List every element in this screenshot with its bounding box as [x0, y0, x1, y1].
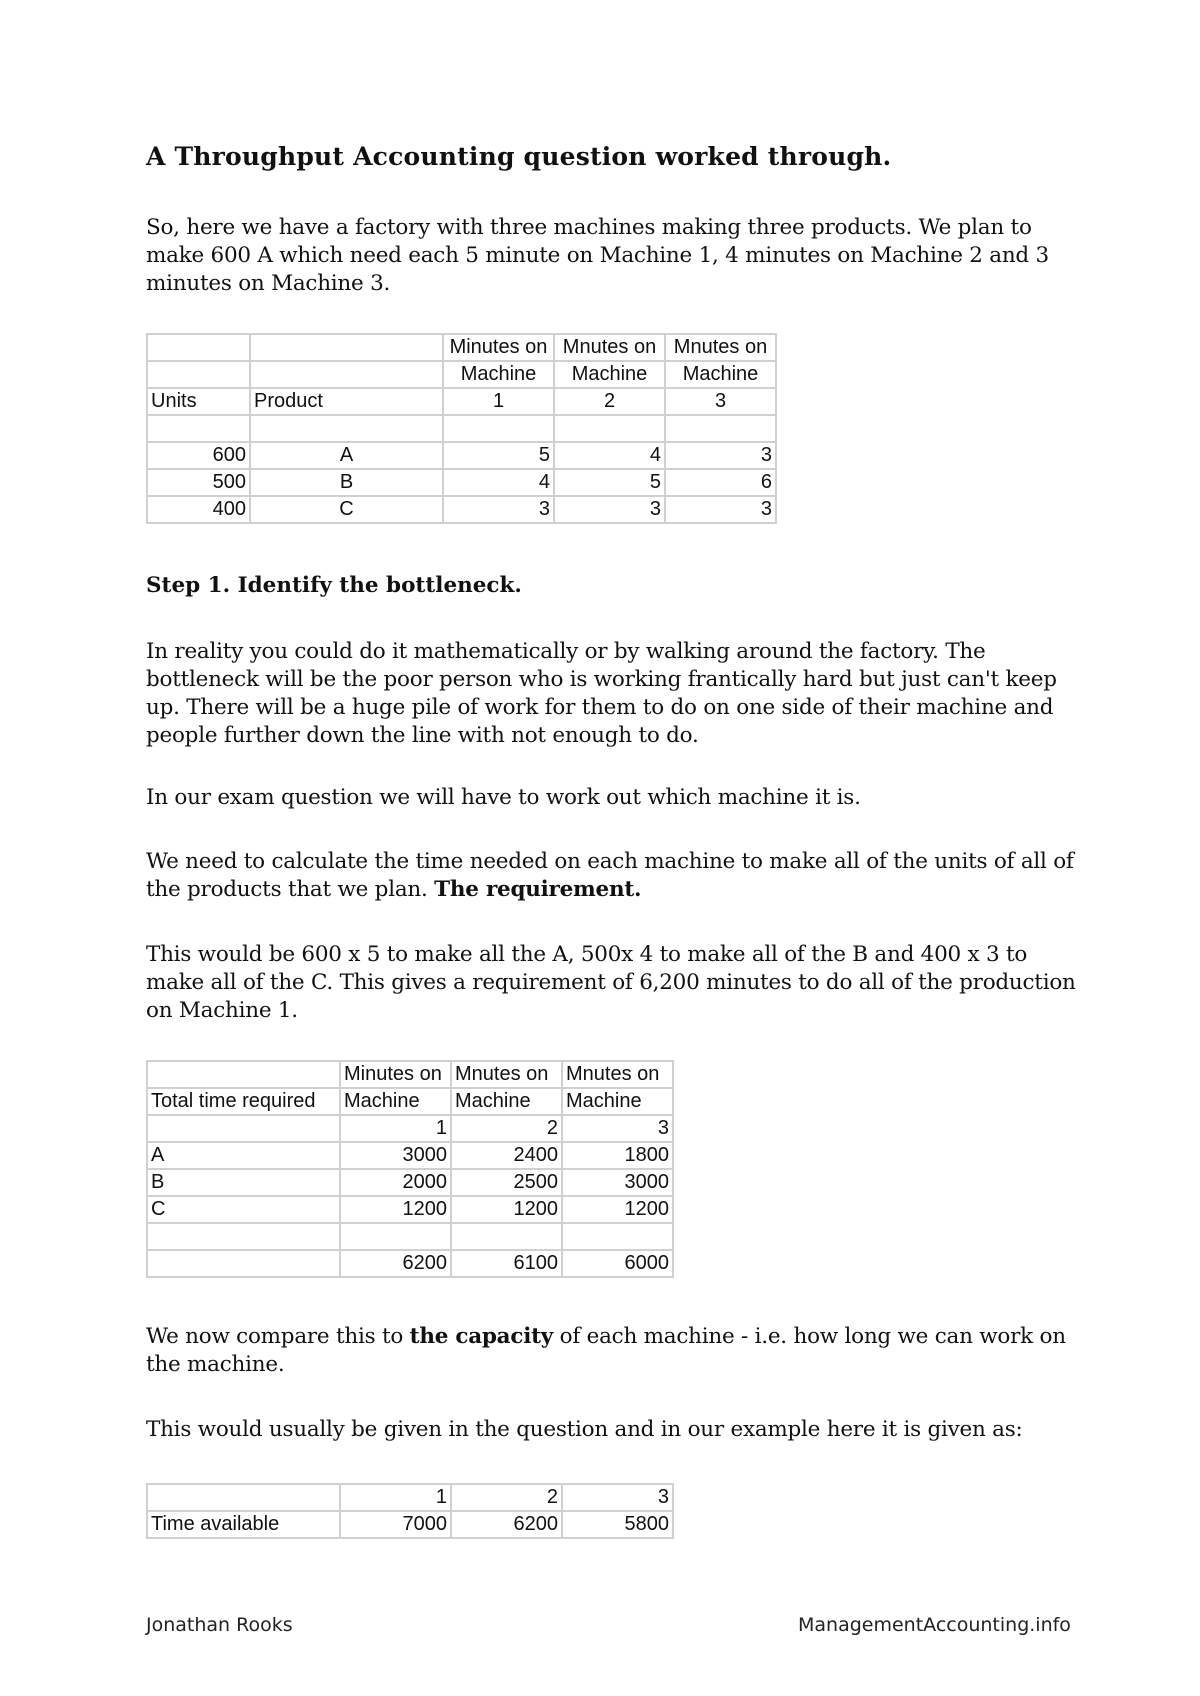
table-cell	[147, 1484, 340, 1511]
given-paragraph: This would usually be given in the question and in our example here it is given as:	[146, 1417, 1023, 1442]
table-cell: Machine	[562, 1088, 673, 1115]
page-title: A Throughput Accounting question worked through.	[146, 142, 892, 171]
table-cell: 2000	[340, 1169, 451, 1196]
table-cell: 6000	[562, 1250, 673, 1277]
table-cell: 1	[340, 1115, 451, 1142]
table-cell: 4	[554, 442, 665, 469]
table-row	[147, 1196, 673, 1223]
table-cell: 1200	[451, 1196, 562, 1223]
table-totals-row	[147, 1250, 673, 1277]
table-cell: 3	[665, 496, 776, 523]
table-header-row	[147, 1484, 673, 1511]
table-cell: Time available	[147, 1511, 340, 1538]
calc-bold-text: The requirement.	[434, 877, 642, 902]
table-cell: 3	[665, 388, 776, 415]
table-cell	[250, 334, 443, 361]
table-cell: 2	[451, 1484, 562, 1511]
table-cell: 1200	[340, 1196, 451, 1223]
table-cell: Machine	[340, 1088, 451, 1115]
table-cell: Units	[147, 388, 250, 415]
time-available-table	[146, 1483, 674, 1539]
table-cell: 2400	[451, 1142, 562, 1169]
table-cell: 7000	[340, 1511, 451, 1538]
table-cell: Machine	[665, 361, 776, 388]
table-cell: Machine	[443, 361, 554, 388]
table-row	[147, 1142, 673, 1169]
table-cell: 6100	[451, 1250, 562, 1277]
table-cell: Mnutes on	[554, 334, 665, 361]
table-cell: A	[147, 1142, 340, 1169]
total-time-table	[146, 1060, 674, 1278]
reality-paragraph: In reality you could do it mathematically or by walking around the factory. The bottleneck will be the poor person who is working frantically hard but just can't keep up. There will be a huge pile of work for them to do on one side of their machine and people further down the line with not enough to do.	[146, 639, 1057, 748]
compare-paragraph	[146, 1323, 1076, 1379]
table-cell: 5	[554, 469, 665, 496]
table-cell	[250, 361, 443, 388]
table-cell: Minutes on	[443, 334, 554, 361]
table-cell: 3	[443, 496, 554, 523]
calc-paragraph	[146, 848, 1076, 904]
table-cell: Total time required	[147, 1088, 340, 1115]
table-cell: Product	[250, 388, 443, 415]
table-row	[147, 1169, 673, 1196]
table-cell	[147, 361, 250, 388]
exam-paragraph: In our exam question we will have to work out which machine it is.	[146, 785, 861, 810]
table-cell	[147, 1250, 340, 1277]
table-cell: 1	[340, 1484, 451, 1511]
compare-bold-text: the capacity	[409, 1324, 554, 1349]
table-header-row	[147, 334, 776, 361]
table-cell	[147, 334, 250, 361]
table-cell	[147, 1061, 340, 1088]
table-spacer-row	[147, 415, 776, 442]
table-cell: 6200	[451, 1511, 562, 1538]
table-row	[147, 496, 776, 523]
calc-text: We need to calculate the time needed on each machine to make all of the units of all of the products that we plan.	[146, 849, 1074, 902]
table-cell: A	[250, 442, 443, 469]
table-cell: C	[147, 1196, 340, 1223]
table-cell: 3	[562, 1484, 673, 1511]
compare-text-after: of each machine - i.e. how long we can work on the machine.	[146, 1324, 1066, 1377]
table-cell: 3	[554, 496, 665, 523]
table-header-row	[147, 361, 776, 388]
this-paragraph: This would be 600 x 5 to make all the A, 500x 4 to make all of the B and 400 x 3 to make all of the C. This gives a requirement of 6,200 minutes to do all of the production on Machine 1.	[146, 942, 1076, 1023]
table-header-row	[147, 1061, 673, 1088]
table-cell: 600	[147, 442, 250, 469]
table-cell: 400	[147, 496, 250, 523]
table-cell: 6	[665, 469, 776, 496]
table-cell: 3000	[340, 1142, 451, 1169]
table-cell: 1200	[562, 1196, 673, 1223]
table-cell: 3	[562, 1115, 673, 1142]
table-cell: Machine	[451, 1088, 562, 1115]
table-cell: Mnutes on	[665, 334, 776, 361]
intro-paragraph: So, here we have a factory with three machines making three products. We plan to make 600 A which need each 5 minute on Machine 1, 4 minutes on Machine 2 and 3 minutes on Machine 3.	[146, 215, 1049, 296]
table-cell: C	[250, 496, 443, 523]
table-header-row	[147, 388, 776, 415]
table-cell: 3	[665, 442, 776, 469]
table-spacer-row	[147, 1223, 673, 1250]
compare-text: We now compare this to	[146, 1324, 404, 1349]
table-cell	[147, 1115, 340, 1142]
table-cell: 5800	[562, 1511, 673, 1538]
table-cell: 2	[451, 1115, 562, 1142]
table-cell: B	[250, 469, 443, 496]
table-cell: Machine	[554, 361, 665, 388]
table-cell: 2	[554, 388, 665, 415]
table-cell: 2500	[451, 1169, 562, 1196]
table-row	[147, 1511, 673, 1538]
footer-website: ManagementAccounting.info	[798, 1614, 1071, 1636]
table-cell: Mnutes on	[562, 1061, 673, 1088]
products-minutes-table	[146, 333, 777, 524]
table-row	[147, 469, 776, 496]
table-header-row	[147, 1088, 673, 1115]
table-row	[147, 442, 776, 469]
table-cell: 1	[443, 388, 554, 415]
step1-heading: Step 1. Identify the bottleneck.	[146, 573, 522, 598]
table-cell: B	[147, 1169, 340, 1196]
table-header-row	[147, 1115, 673, 1142]
footer-author: Jonathan Rooks	[146, 1614, 293, 1636]
table-cell: 5	[443, 442, 554, 469]
table-cell: 1800	[562, 1142, 673, 1169]
table-cell: 4	[443, 469, 554, 496]
table-cell: Minutes on	[340, 1061, 451, 1088]
table-cell: 500	[147, 469, 250, 496]
table-cell: 3000	[562, 1169, 673, 1196]
table-cell: 6200	[340, 1250, 451, 1277]
table-cell: Mnutes on	[451, 1061, 562, 1088]
